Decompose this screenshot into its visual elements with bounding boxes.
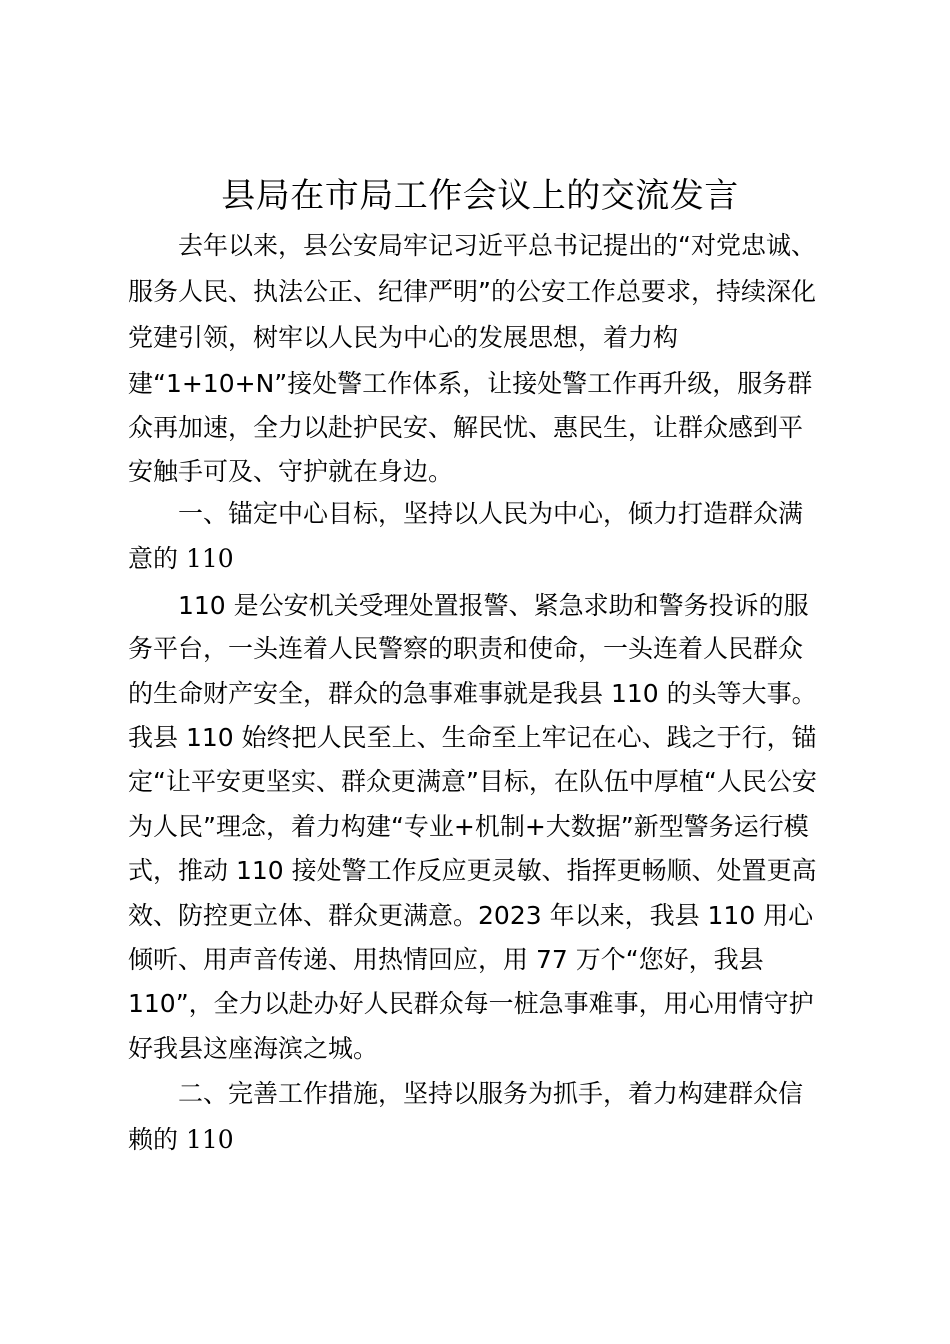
- paragraph-line: 建“1+10+N”接处警工作体系，让接处警工作再升级，服务群: [128, 369, 813, 398]
- document-title: 县局在市局工作会议上的交流发言: [221, 176, 739, 216]
- paragraph-line: 式，推动 110 接处警工作反应更灵敏、指挥更畅顺、处置更高: [128, 856, 817, 885]
- paragraph-line: 效、防控更立体、群众更满意。2023 年以来，我县 110 用心: [128, 901, 814, 930]
- paragraph-line: 服务人民、执法公正、纪律严明”的公安工作总要求，持续深化: [128, 277, 816, 306]
- paragraph-line: 为人民”理念，着力构建“专业+机制+大数据”新型警务运行模: [128, 812, 809, 841]
- section-heading-line: 意的 110: [128, 544, 234, 573]
- paragraph-line: 我县 110 始终把人民至上、生命至上牢记在心、践之于行，锚: [128, 723, 817, 752]
- paragraph-line: 的生命财产安全，群众的急事难事就是我县 110 的头等大事。: [128, 679, 817, 708]
- paragraph-line: 安触手可及、守护就在身边。: [128, 457, 454, 486]
- paragraph-line: 倾听、用声音传递、用热情回应，用 77 万个“您好，我县: [128, 945, 764, 974]
- paragraph-line: 定“让平安更坚实、群众更满意”目标，在队伍中厚植“人民公安: [128, 767, 817, 796]
- paragraph-line: 众再加速，全力以赴护民安、解民忧、惠民生，让群众感到平: [128, 413, 804, 442]
- paragraph-line: 党建引领，树牢以人民为中心的发展思想，着力构: [128, 323, 679, 352]
- paragraph-line: 好我县这座海滨之城。: [128, 1034, 379, 1063]
- section-heading-line: 一、锚定中心目标，坚持以人民为中心，倾力打造群众满: [178, 499, 804, 528]
- paragraph-line: 110 是公安机关受理处置报警、紧急求助和警务投诉的服: [178, 591, 809, 620]
- paragraph-line: 务平台，一头连着人民警察的职责和使命，一头连着人民群众: [128, 634, 804, 663]
- paragraph-line: 110”，全力以赴办好人民群众每一桩急事难事，用心用情守护: [128, 989, 814, 1018]
- section-heading-line: 赖的 110: [128, 1125, 234, 1154]
- paragraph-line: 去年以来，县公安局牢记习近平总书记提出的“对党忠诚、: [178, 231, 816, 260]
- section-heading-line: 二、完善工作措施，坚持以服务为抓手，着力构建群众信: [178, 1079, 804, 1108]
